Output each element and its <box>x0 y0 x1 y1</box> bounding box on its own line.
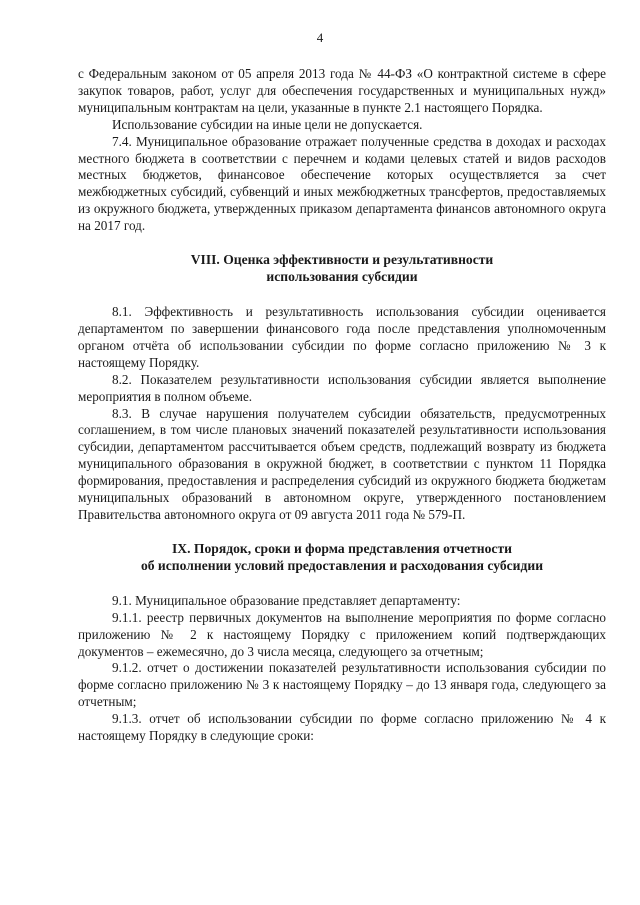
paragraph-9-1: 9.1. Муниципальное образование представляет департаменту: <box>112 592 461 608</box>
section-9-heading <box>78 540 606 574</box>
paragraph-7-4: 7.4. Муниципальное образование отражает полученные средства в доходах и расходах местного бюджета в соответствии с перечнем и кодами целевых статей и видов расходов местных бюджетов, финансовое обеспечение которых осуществляется за счет межбюджетных субсидий, субвенций и иных межбюджетных трансфертов, предоставляемых из окружного бюджета, утвержденных приказом департамента финансов автономного округа на 2017 год. <box>78 133 606 234</box>
document-body <box>78 66 606 745</box>
section-9-heading-line2: об исполнении условий предоставления и расходования субсидии <box>140 557 544 573</box>
spacer <box>78 285 606 304</box>
paragraph-8-3: 8.3. В случае нарушения получателем субсидии обязательств, предусмотренных соглашением, в том числе плановых значений показателей результативности использования субсидии, департаментом рассчитывается объем средств, подлежащий возврату из бюджета муниципального образования в окружной бюджет, в соответствии с пунктом 11 Порядка формирования, предоставления и распределения субсидий из окружного бюджета бюджетам муниципальных образований в автономном округе, утвержденного постановлением Правительства автономного округа от 09 августа 2011 года № 579-П. <box>78 405 606 522</box>
spacer <box>78 235 606 251</box>
page-number: 4 <box>316 30 324 45</box>
paragraph-8-1: 8.1. Эффективность и результативность использования субсидии оценивается департаментом по завершении финансового года после представления уполномоченным органом отчёта об использовании субсидии по форме согласно приложению № 3 к настоящему Порядку. <box>78 304 606 370</box>
section-8-heading-line1: VIII. Оценка эффективности и результативности <box>190 252 494 268</box>
paragraph-contract-law: с Федеральным законом от 05 апреля 2013 года № 44-ФЗ «О контрактной системе в сфере закупок товаров, работ, услуг для обеспечения государственных и муниципальных нужд» муниципальным контрактам на цели, указанные в пункте 2.1 настоящего Порядка. <box>78 66 606 115</box>
paragraph-9-1-2: 9.1.2. отчет о достижении показателей результативности использования субсидии по форме согласно приложению № 3 к настоящему Порядку – до 13 января года, следующего за отчетным; <box>78 660 606 710</box>
spacer <box>78 574 606 593</box>
spacer <box>78 524 606 540</box>
paragraph-9-1-3: 9.1.3. отчет об использовании субсидии по форме согласно приложению № 4 к настоящему Порядку в следующие сроки: <box>78 711 606 744</box>
paragraph-9-1-1: 9.1.1. реестр первичных документов на выполнение мероприятия по форме согласно приложению № 2 к настоящему Порядку с приложением копий подтверждающих документов – ежемесячно, до 3 числа месяца, следующего за отчетным; <box>78 609 606 659</box>
paragraph-no-other-use: Использование субсидии на иные цели не допускается. <box>112 116 423 132</box>
paragraph-8-2: 8.2. Показателем результативности использования субсидии является выполнение мероприятия в полном объеме. <box>78 371 606 404</box>
section-8-heading-line2: использования субсидии <box>266 269 418 285</box>
section-9-heading-line1: IX. Порядок, сроки и форма представления отчетности <box>172 540 512 556</box>
section-8-heading <box>78 251 606 285</box>
